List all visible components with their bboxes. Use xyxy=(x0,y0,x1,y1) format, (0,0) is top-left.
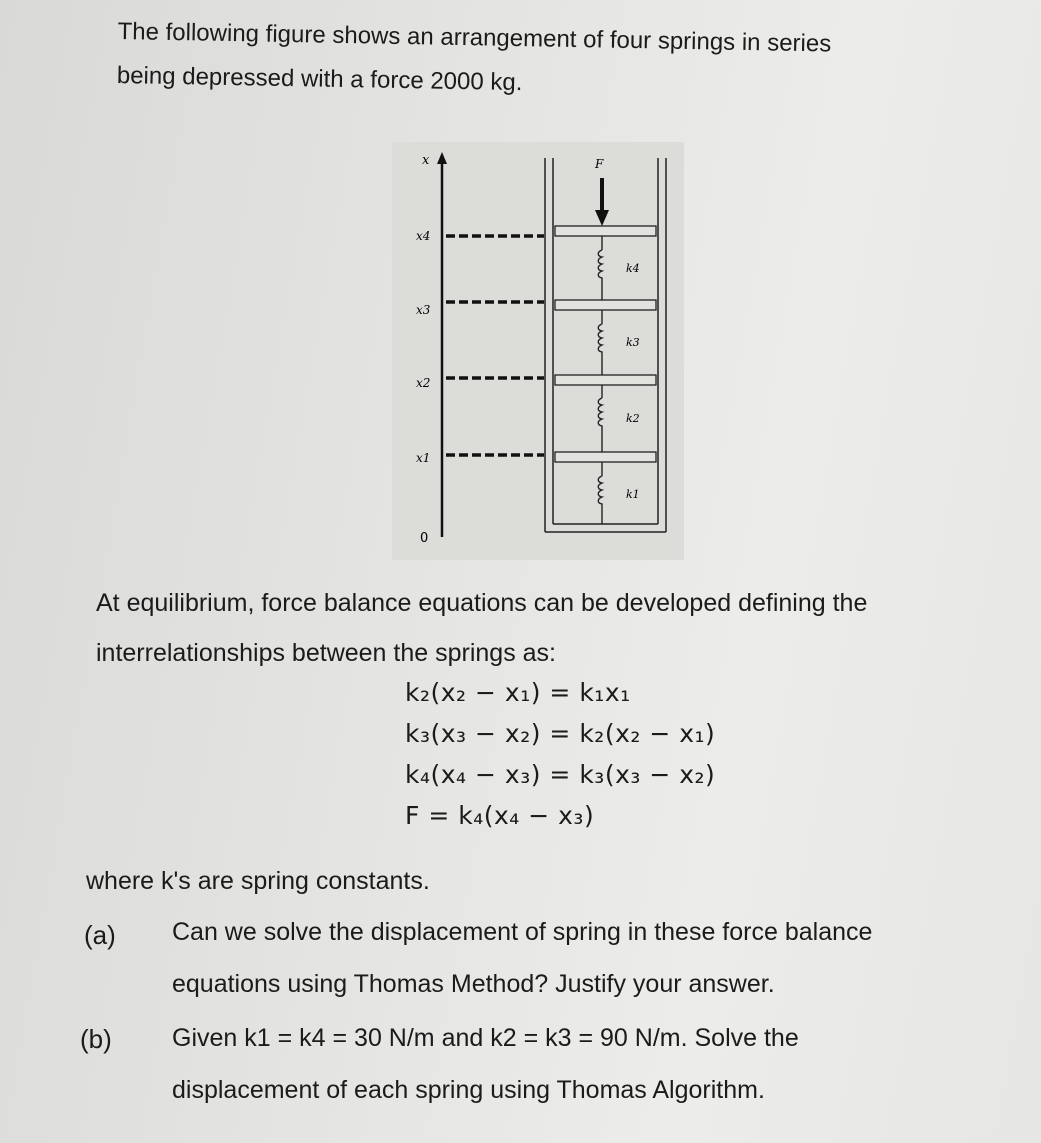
question-a-text xyxy=(172,906,1012,1010)
spring-label-k2: k2 xyxy=(626,412,640,425)
equilibrium-line-2: interrelationships between the springs as: xyxy=(96,639,556,667)
equilibrium-paragraph xyxy=(96,578,996,678)
where-text: where k's are spring constants. xyxy=(86,867,430,895)
plate-4 xyxy=(555,226,656,236)
axis-arrowhead xyxy=(437,152,447,164)
spring-k2 xyxy=(598,385,602,452)
question-b-text xyxy=(172,1012,1012,1116)
equation-1: k₂(x₂ − x₁) = k₁x₁ xyxy=(405,678,631,707)
equation-3: k₄(x₄ − x₃) = k₃(x₃ − x₂) xyxy=(405,760,716,789)
level-dashes xyxy=(446,236,544,455)
origin-label: 0 xyxy=(420,531,429,546)
plate-2 xyxy=(555,375,656,385)
axis-label: x xyxy=(422,153,430,168)
spring-diagram xyxy=(392,142,684,560)
spring-label-k3: k3 xyxy=(626,336,640,349)
force-label: F xyxy=(595,157,604,171)
spring-k1 xyxy=(598,462,602,524)
spring-label-k4: k4 xyxy=(626,262,640,275)
intro-paragraph xyxy=(116,10,957,113)
force-balance-equations xyxy=(405,672,715,836)
level-label-x4: x4 xyxy=(416,229,431,243)
question-b-label: (b) xyxy=(80,1024,112,1054)
level-label-x2: x2 xyxy=(416,376,431,390)
equation-4: F = k₄(x₄ − x₃) xyxy=(405,801,595,830)
spring-k4 xyxy=(598,236,602,300)
question-a-label: (a) xyxy=(84,920,116,950)
question-b-line-2: displacement of each spring using Thomas Algorithm. xyxy=(172,1076,765,1104)
level-label-x1: x1 xyxy=(416,451,431,465)
equilibrium-line-1: At equilibrium, force balance equations can be developed defining the xyxy=(96,589,868,617)
equation-2: k₃(x₃ − x₂) = k₂(x₂ − x₁) xyxy=(405,719,716,748)
plate-1 xyxy=(555,452,656,462)
plates xyxy=(555,226,656,462)
spring-k3 xyxy=(598,310,602,375)
question-b-line-1: Given k1 = k4 = 30 N/m and k2 = k3 = 90 N/m. Solve the xyxy=(172,1024,799,1052)
intro-line-2: being depressed with a force 2000 kg. xyxy=(116,61,523,97)
spring-label-k1: k1 xyxy=(626,488,640,501)
plate-3 xyxy=(555,300,656,310)
intro-line-1: The following figure shows an arrangement of four springs in series xyxy=(117,17,832,58)
question-a-line-1: Can we solve the displacement of spring in these force balance xyxy=(172,918,873,946)
level-label-x3: x3 xyxy=(416,303,431,317)
question-a-line-2: equations using Thomas Method? Justify your answer. xyxy=(172,970,775,998)
force-arrowhead xyxy=(595,210,609,226)
spring-figure xyxy=(392,142,684,560)
